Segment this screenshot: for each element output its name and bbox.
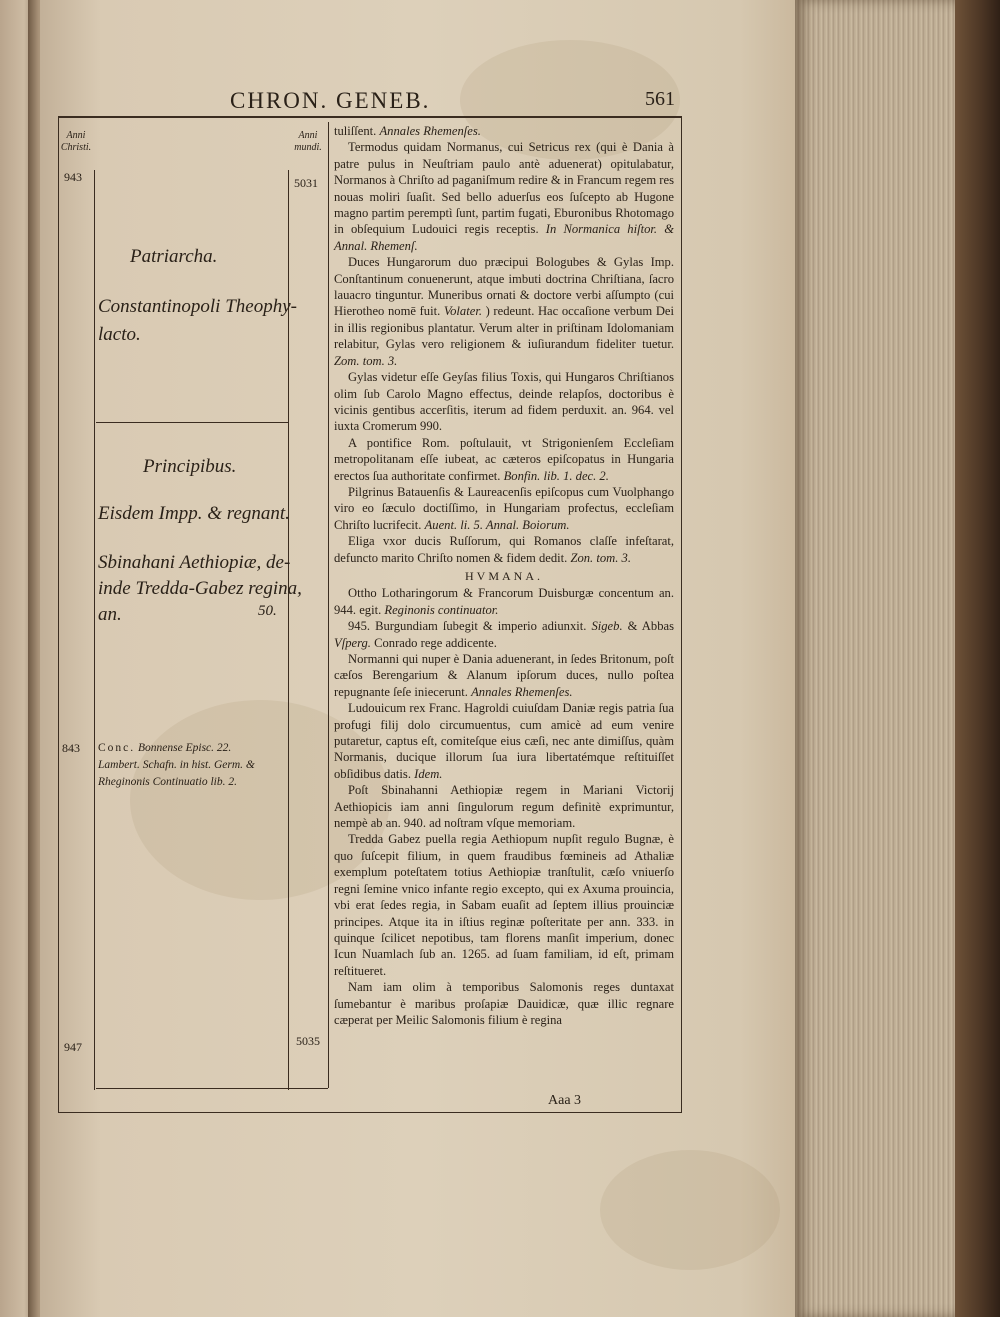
citation: Zon. tom. 3. [570,550,631,565]
margin-constantinopoli: Constantinopoli Theophy- [98,296,297,317]
paragraph-text: Tredda Gabez puella regia Aethiopum nupſit regulo Bugnæ, è quo ſuſcepit filium, in quem fraudibus fœmineis ad Athaliæ exemplum poteſtatem totius Aethiopiæ tranſtulit, cæſo vniuerſo regni ſemine vnico infante regio excepto, qui ex Axuma prouincia, vbi erat ſedes regia, in Sabam euaſit ad ſeptem illius prouinciæ principes. Atque ita in iſtius reginæ poſteritate per ann. 333. in quinque ſcilicet nepotibus, tam florens manſit imperium, donec Icun Nuamlach ſub an. 1265. ad ſuam familiam, id eſt, primam reſtitueret. [334,832,674,978]
paragraph-text: 945. Burgundiam ſubegit & imperio adiunxit. [348,619,592,634]
column-rule [94,170,95,1090]
citation: Bonfin. lib. 1. dec. 2. [503,468,609,483]
paragraph [334,700,674,782]
paragraph-text: Gylas videtur eſſe Geyſas filius Toxis, qui Hungaros Chriſtianos olim ſub Carolo Magno effectus, deinde relapſos, doctoribus è vicinis gentibus accerſitis, iterum ad fidem perduxit. an. 964. vel iuxta Cromerum 990. [334,370,674,434]
margin-conc-text: Bonnense Episc. 22. [138,742,232,754]
margin-conc [98,741,231,756]
column-head-anni-christi: Anni Christi. [60,130,92,153]
paragraph-text: tuliſſent. [334,124,380,138]
paragraph-text: Eliga vxor ducis Ruſſorum, qui Romanos claſſe infeſtarat, defuncto marito Chriſto nomen & fidem dedit. [334,534,674,565]
paragraph-text: Pilgrinus Batauenſis & Laureacenſis epiſcopus cum Vuolphango viro eo ſæculo doctiſſimo, in Hungariam profectus, eccleſiam Chriſto lucrifecit. [334,484,674,532]
paragraph-text: Ottho Lotharingorum & Francorum Duisburgæ concentum an. 944. egit. [334,586,674,617]
column-head-anni-mundi: Anni mundi. [294,130,322,153]
year-mundi: 5031 [294,176,318,190]
paragraph [334,123,674,139]
paragraph [334,782,674,831]
margin-eisdem: Eisdem Impp. & regnant. [98,503,290,524]
margin-sbinahani: Sbinahani Aethiopiæ, de- [98,552,291,573]
book-cover [955,0,1000,1317]
frame-left-rule [58,116,59,1112]
header-rule [58,116,682,118]
citation: In Normanica hiſtor. & Annal. Rhemenſ. [334,222,674,253]
margin-principibus: Principibus. [143,456,237,477]
citation: Zom. tom. 3. [334,353,398,368]
citation: Annales Rhemenſes. [379,124,481,138]
paragraph [334,533,674,566]
paragraph [334,435,674,484]
paragraph-text: Poſt Sbinahanni Aethiopiæ regem in Mariani Victorij Aethiopicis iam anni ſingulorum regum definitè exprimuntur, nempè ab an. 940. ad noſtram vſque memoriam. [334,783,674,831]
paragraph-text: Normanni qui nuper è Dania aduenerant, in ſedes Britonum, poſt cæſos Berengarium & Alanum ipſorum duces, nullo poſtea repugnante ſeſe iniecerunt. [334,652,674,699]
paragraph [334,369,674,435]
year-christi: 947 [64,1040,82,1054]
margin-sbinahani: inde Tredda-Gabez regina, [98,578,302,599]
citation: Vſperg. [334,635,375,650]
paragraph [334,979,674,1028]
paragraph [334,139,674,254]
paragraph [334,831,674,979]
year-christi: 943 [64,170,82,184]
page-number: 561 [645,88,675,110]
paragraph [334,484,674,533]
paragraph [334,585,674,618]
citation: Sigeb. [591,619,628,634]
paragraph-text: Termodus quidam Normanus, cui Setricus rex (qui è Dania à patre pulus in Neuſtriam paulo antè aduenerat) opitulabatur, Normanos à Chriſto ad paganiſmum redire & in Francum regem res nouas moliri ſuaſit. Sed bello aduerſus eos ſuſcepto ab Hugone magno partim peremptì ſunt, partim fugati, Eburonibus Rhotomago in obſequium Ludouici regis receptis. [334,140,674,237]
year-mundi: 5035 [296,1034,320,1048]
running-head: CHRON. GENEB. [230,88,431,113]
section-rule [96,1088,328,1089]
column-rule [328,122,329,1088]
citation: Auent. li. 5. Annal. Boiorum. [424,517,570,532]
section-rule [96,422,288,423]
paragraph [334,254,674,369]
margin-conc: Lambert. Schafn. in hist. Germ. & [98,759,255,771]
footer-rule [58,1112,682,1113]
paragraph [334,651,674,700]
paragraph-text: Nam iam olim à temporibus Salomonis reges duntaxat ſumebantur è maribus proſapiæ Dauidicæ, quæ illic regnare cæperat per Meilic Salomonis filium è regina [334,980,674,1027]
paragraph-text: Conrado rege addicente. [374,635,497,650]
margin-constantinopoli: lacto. [98,324,141,345]
paragraph-text: Ludouicum rex Franc. Hagroldi cuiuſdam Daniæ regis patria ſua profugi filij dolo circumuentus, cum amicè ad eum venire putaretur, captus eſt, comiteſque eius cæſi, nec ante dimiſſus, quàm Normanis, ducique illorum ſua iura libertatémque reſtituiſſet obſidibus datis. [334,701,674,781]
frame-right-rule [681,116,682,1112]
signature-mark: Aaa 3 [548,1093,582,1108]
paragraph-text: & Abbas [627,619,674,634]
year-christi: 843 [62,741,80,755]
paragraph-text: ) redeunt. Hac occaſione verbum Dei in illis regionibus plantatur. Verum alter in priſtinam Idolomaniam relabitur, Gylas vero religionem & iuſiurandum fideliter tuetur. [334,304,675,352]
citation: Idem. [414,766,443,781]
paragraph [334,618,674,651]
margin-sbinahani: an. [98,604,122,625]
citation: Reginonis continuator. [384,602,499,617]
paragraph-text: Duces Hungarorum duo præcipui Bologubes & Gylas Imp. Conſtantinum conuenerunt, atque imbuti doctrina Chriſtiana, ſacro lauacro tinguntur. Muneribus ornati & doctore verbi aſſumpto (cui Hierotheo nomē fuit. [334,255,674,319]
margin-conc-cap: Conc. [98,742,136,754]
citation: Volater. [443,304,486,319]
section-heading: HVMANA. [465,568,543,583]
page-edges [795,0,965,1317]
margin-conc: Rheginonis Continuatio lib. 2. [98,776,237,788]
margin-patriarcha: Patriarcha. [130,246,218,267]
paragraph-text: A pontifice Rom. poſtulauit, vt Strigonienſem Eccleſiam metropolitanam eſſe iubeat, ac cæteros epiſcopatus in Hungaria erectos ſua authoritate confirmet. [334,435,674,483]
main-text [334,123,674,1028]
citation: Annales Rhemenſes. [471,684,573,699]
paper-stain [600,1150,780,1270]
margin-sbinahani-years: 50. [258,603,277,619]
